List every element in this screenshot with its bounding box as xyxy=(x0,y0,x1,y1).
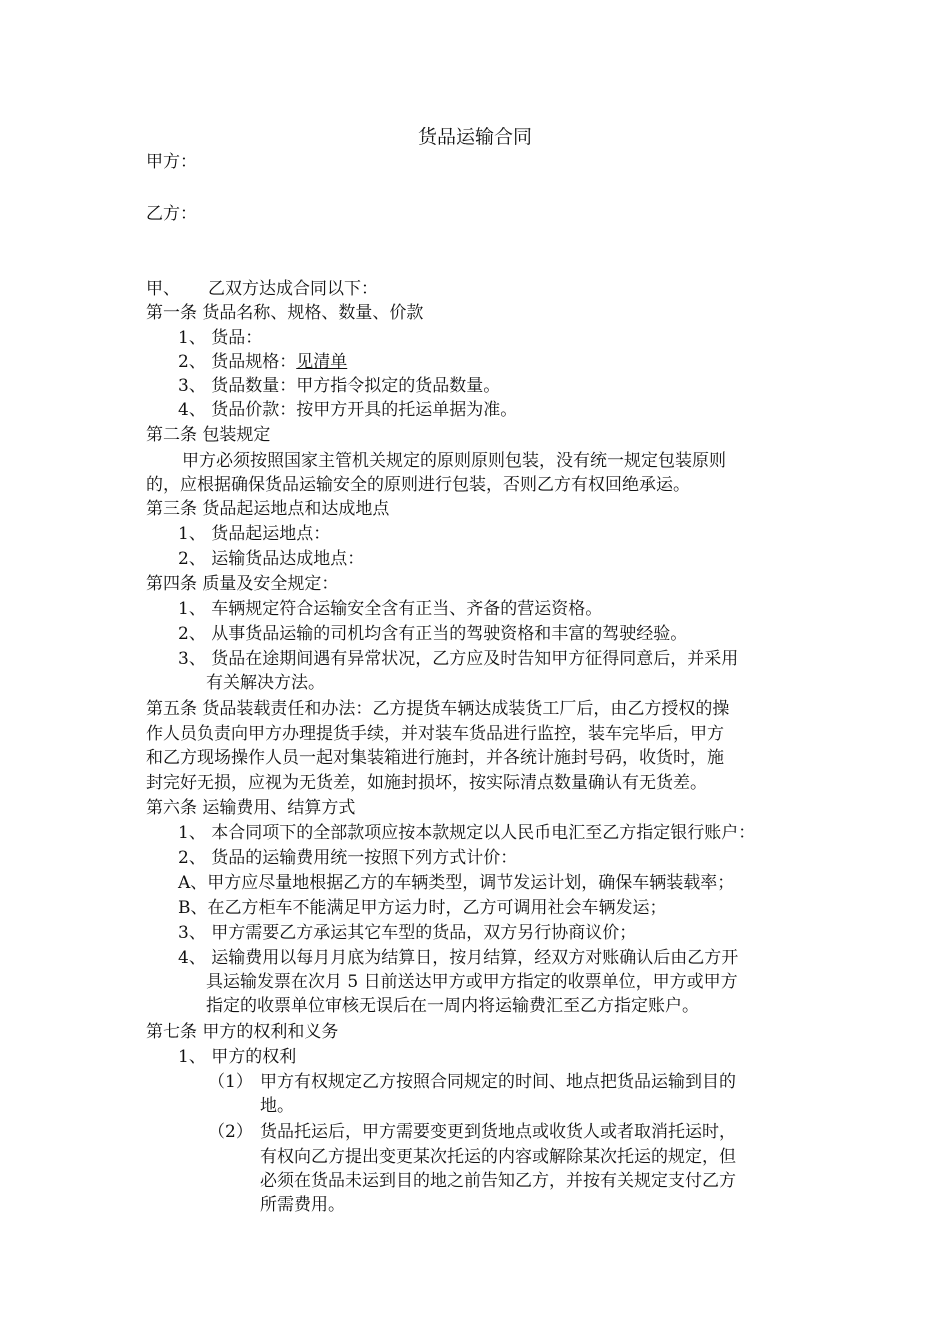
article-6-item-4-line-2: 具运输发票在次月 5 日前送达甲方或甲方指定的收票单位，甲方或甲方 xyxy=(206,972,738,992)
article-7-sub-1-line-1: 甲方有权规定乙方按照合同规定的时间、地点把货品运输到目的 xyxy=(260,1072,736,1092)
party-a-label: 甲方： xyxy=(146,152,197,172)
article-2-heading: 第二条 包装规定 xyxy=(146,425,271,445)
article-7-item-1: 1、 甲方的权利 xyxy=(178,1047,297,1067)
article-1-item-2 xyxy=(178,350,347,374)
article-5-line-1: 第五条 货品装载责任和办法：乙方提货车辆达成装货工厂后，由乙方授权的操 xyxy=(146,699,730,719)
article-1-item-2-prefix: 2、 货品规格： xyxy=(178,352,297,372)
article-6-item-3: 3、 甲方需要乙方承运其它车型的货品，双方另行协商议价； xyxy=(178,923,637,943)
article-7-sub-2-line-3: 必须在货品未运到目的地之前告知乙方，并按有关规定支付乙方 xyxy=(260,1171,736,1191)
article-7-sub-2-line-2: 有权向乙方提出变更某次托运的内容或解除某次托运的规定，但 xyxy=(260,1147,736,1167)
article-6-item-a: A、甲方应尽量地根据乙方的车辆类型，调节发运计划，确保车辆装载率； xyxy=(178,873,735,893)
article-6-item-b: B、在乙方柜车不能满足甲方运力时，乙方可调用社会车辆发运； xyxy=(178,898,667,918)
article-7-sub-2-number: （2） xyxy=(208,1122,253,1142)
party-b-label: 乙方： xyxy=(146,204,197,224)
article-1-item-1: 1、 货品： xyxy=(178,328,263,348)
article-6-item-1: 1、 本合同项下的全部款项应按本款规定以人民币电汇至乙方指定银行账户： xyxy=(178,823,756,843)
article-5-line-2: 作人员负责向甲方办理提货手续，并对装车货品进行监控，装车完毕后，甲方 xyxy=(146,724,724,744)
article-6-item-4-line-1: 4、 运输费用以每月月底为结算日，按月结算，经双方对账确认后由乙方开 xyxy=(178,948,739,968)
article-5-line-3: 和乙方现场操作人员一起对集装箱进行施封，并各统计施封号码，收货时，施 xyxy=(146,748,724,768)
article-7-sub-2-line-4: 所需费用。 xyxy=(260,1195,345,1215)
intro-left: 甲、 xyxy=(146,279,180,299)
article-4-heading: 第四条 质量及安全规定： xyxy=(146,574,339,594)
spec-list-link[interactable]: 见清单 xyxy=(296,352,348,372)
article-7-sub-1-number: （1） xyxy=(208,1072,253,1092)
page-title: 货品运输合同 xyxy=(417,126,532,148)
article-2-paragraph-line-2: 的，应根据确保货品运输安全的原则进行包装，否则乙方有权回绝承运。 xyxy=(146,475,690,495)
article-6-item-2: 2、 货品的运输费用统一按照下列方式计价： xyxy=(178,848,518,868)
article-6-item-4-line-3: 指定的收票单位审核无误后在一周内将运输费汇至乙方指定账户。 xyxy=(206,996,699,1016)
article-7-sub-1-line-2: 地。 xyxy=(260,1096,294,1116)
article-1-item-3: 3、 货品数量：甲方指令拟定的货品数量。 xyxy=(178,376,501,396)
article-6-heading: 第六条 运输费用、结算方式 xyxy=(146,798,356,818)
article-1-heading: 第一条 货品名称、规格、数量、价款 xyxy=(146,303,424,323)
article-7-heading: 第七条 甲方的权利和义务 xyxy=(146,1022,339,1042)
intro-right: 乙双方达成合同以下： xyxy=(208,279,378,299)
article-4-item-3-line-1: 3、 货品在途期间遇有异常状况，乙方应及时告知甲方征得同意后，并采用 xyxy=(178,649,739,669)
article-3-item-2: 2、 运输货品达成地点： xyxy=(178,549,365,569)
article-2-paragraph-line-1: 甲方必须按照国家主管机关规定的原则原则包装，没有统一规定包装原则 xyxy=(182,451,726,471)
article-5-line-4: 封完好无损，应视为无货差，如施封损坏，按实际清点数量确认有无货差。 xyxy=(146,773,707,793)
article-1-item-4: 4、 货品价款：按甲方开具的托运单据为准。 xyxy=(178,400,518,420)
article-4-item-2: 2、 从事货品运输的司机均含有正当的驾驶资格和丰富的驾驶经验。 xyxy=(178,624,688,644)
article-4-item-3-line-2: 有关解决方法。 xyxy=(206,673,325,693)
article-3-heading: 第三条 货品起运地点和达成地点 xyxy=(146,499,390,519)
article-3-item-1: 1、 货品起运地点： xyxy=(178,524,331,544)
article-7-sub-2-line-1: 货品托运后，甲方需要变更到货地点或收货人或者取消托运时， xyxy=(260,1122,736,1142)
article-4-item-1: 1、 车辆规定符合运输安全含有正当、齐备的营运资格。 xyxy=(178,599,603,619)
